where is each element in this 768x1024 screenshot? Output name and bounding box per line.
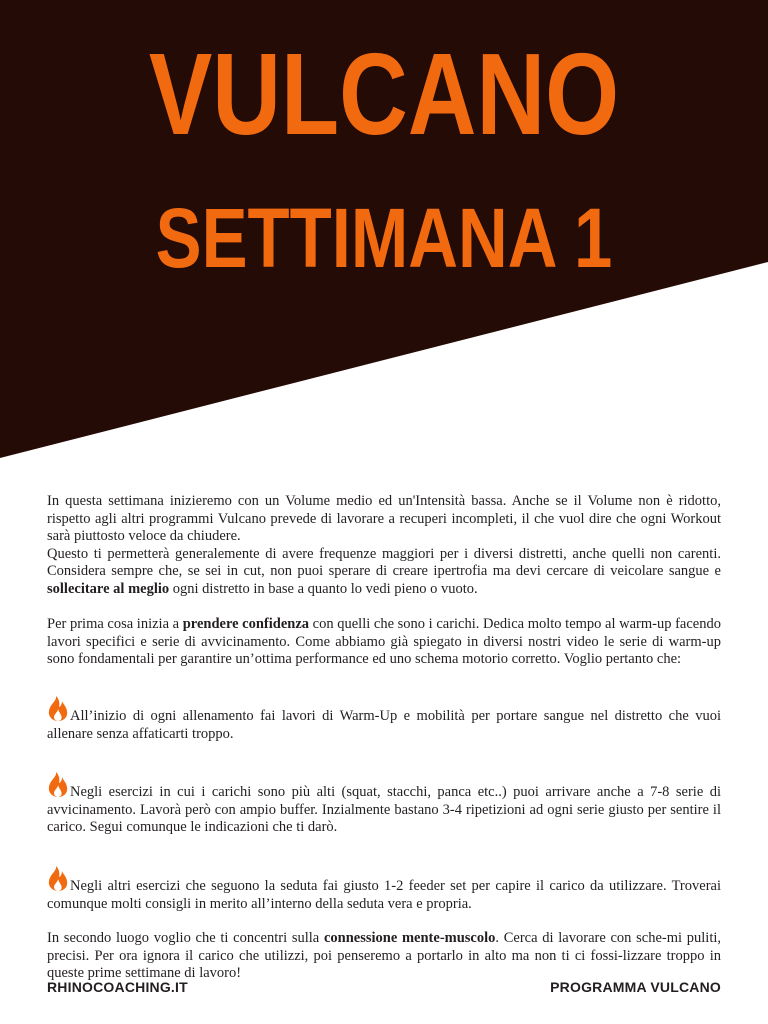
focus-paragraph: In secondo luogo voglio che ti concentri sulla connessione mente-muscolo. Cerca di lavorare con sche-mi puliti, precisi. Per ora ignora il carico che utilizzi, poi penseremo a portarlo in alto ma non ti ci fossi-lizzare troppo in queste prime settimane di lavoro! — [47, 930, 721, 982]
flame-icon — [47, 865, 69, 892]
bullet-item: Negli altri esercizi che seguono la seduta fai giusto 1-2 feeder set per capire il carico da utilizzare. Troverai comunque molti consigli in merito all’interno della seduta vera e propria. — [47, 865, 721, 913]
page-subtitle: SETTIMANA 1 — [155, 191, 613, 285]
warmup-paragraph: Per prima cosa inizia a prendere confidenza con quelli che sono i carichi. Dedica molto tempo al warm-up facendo lavori specifici e serie di avvicinamento. Come abbiamo già spiegato in diversi nostri video le serie di warm-up sono fondamentali per garantire un’ottima performance ed uno schema motorio corretto. Voglio pertanto che: — [47, 616, 721, 668]
footer-program-name: PROGRAMMA VULCANO — [550, 979, 721, 995]
bullet-item: All’inizio di ogni allenamento fai lavori di Warm-Up e mobilità per portare sangue nel distretto che vuoi allenare senza affaticarti troppo. — [47, 695, 721, 743]
bullet-item: Negli esercizi in cui i carichi sono più alti (squat, stacchi, panca etc..) puoi arrivare anche a 7-8 serie di avvicinamento. Lavorà però con ampio buffer. Inzialmente bastano 3-4 ripetizioni ad ogni serie giusto per sentire il carico. Segui comunque le indicazioni che ti darò. — [47, 771, 721, 837]
page-title: VULCANO — [148, 29, 620, 159]
flame-icon — [47, 695, 69, 722]
frequency-paragraph: Questo ti permetterà generalemente di avere frequenze maggiori per i diversi distretti, anche quelli non carenti. Considera sempre che, se sei in cut, non puoi sperare di creare ipertrofia ma devi cercare di veicolare sangue e sollecitare al meglio ogni distretto in base a quanto lo vedi pieno o vuoto. — [47, 545, 721, 597]
body-text — [47, 493, 721, 983]
intro-paragraph: In questa settimana inizieremo con un Volume medio ed un'Intensità bassa. Anche se il Volume non è ridotto, rispetto agli altri programmi Vulcano prevede di lavorare a recuperi incompleti, il che vuol dire che ogni Workout sarà piuttosto veloce da chiudere. — [47, 493, 721, 545]
flame-icon — [47, 771, 69, 798]
footer-website: RHINOCOACHING.IT — [47, 979, 188, 995]
